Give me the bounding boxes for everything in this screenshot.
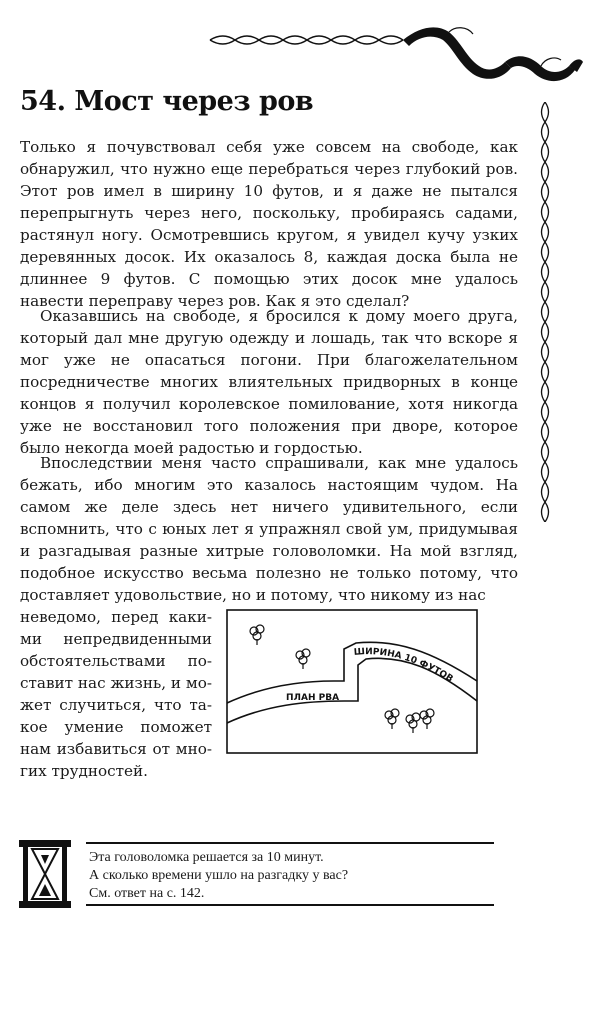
width-label: ШИРИНА 10 ФУТОВ bbox=[353, 647, 455, 685]
moat-plan-figure bbox=[226, 609, 478, 754]
footer-answer-ref: См. ответ на с. 142. bbox=[89, 886, 205, 901]
footer-time-note: Эта головоломка решается за 10 минут. bbox=[89, 850, 324, 865]
figure-frame bbox=[227, 610, 477, 753]
chain-ornament bbox=[536, 102, 564, 522]
footer-rule-top bbox=[86, 842, 494, 844]
footer-rule-bottom bbox=[86, 904, 494, 906]
hourglass-icon bbox=[17, 838, 73, 910]
paragraph-reflection: Впоследствии меня часто спрашивали, как мне удалось бежать, ибо многим это казалось настоящим чудом. На самом же деле здесь нет ничего удивительного, если вспомнить, что с юных лет я упражнял свой ум, придумывая и разгадывая разные хитрые головоломки. На мой взгляд, подобное искусство весьма полезно не только потому, что доставляет удовольствие, но и потому, что никому из нас bbox=[20, 454, 518, 604]
paragraph-wrap-around-figure: неведомо, перед какими непредвиденными обстоятельствами поставит нас жизнь, и может случиться, что такое умение поможет нам избавиться от многих трудностей. bbox=[20, 608, 212, 780]
footer-question: А сколько времени ушло на разгадку у вас? bbox=[89, 868, 349, 883]
paragraph-puzzle: Только я почувствовал себя уже совсем на свободе, как обнаружил, что нужно еще перебраться через глубокий ров. Этот ров имел в ширину 10 футов, и я даже не пытался перепрыгнуть через него, поскольку, пробираясь садами, растянул ногу. Осмотревшись кругом, я увидел кучу узких деревянных досок. Их оказалось 8, каждая доска была не длиннее 9 футов. С помощью этих досок мне удалось навести переправу через ров. Как я это сделал? bbox=[20, 138, 518, 310]
plan-label: ПЛАН РВА bbox=[286, 693, 340, 703]
paragraph-escape: Оказавшись на свободе, я бросился к дому моего друга, который дал мне другую одежду и лошадь, так что вскоре я мог уже не опасаться погони. При благожелательном посредничестве многих влиятельных придворных в конце концов я получил королевское помилование, хотя никогда уже не восстановил того положения при дворе, которое было некогда моей радостью и гордостью. bbox=[20, 307, 518, 457]
page-title: 54. Мост через ров bbox=[20, 86, 314, 117]
